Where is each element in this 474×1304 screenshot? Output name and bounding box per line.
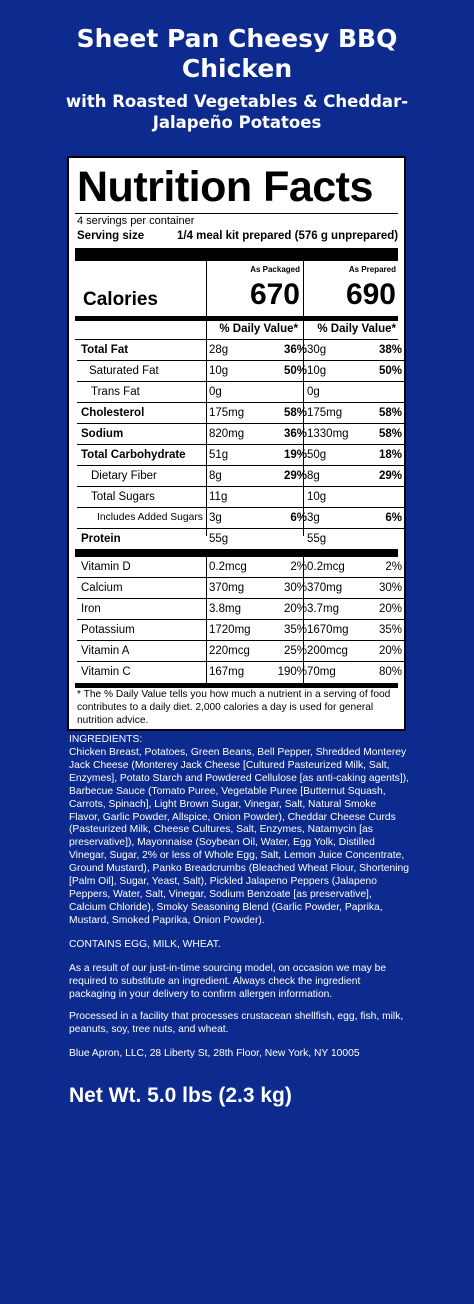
divider — [75, 213, 398, 214]
dv-packaged: 19% — [283, 449, 307, 461]
amount-prepared: 0g — [307, 386, 320, 398]
amount-prepared: 1670mg — [307, 624, 349, 636]
amount-packaged: 10g — [209, 365, 229, 377]
nutrient-name: Iron — [81, 603, 101, 615]
product-title-line-2: Chicken — [181, 54, 293, 83]
dv-packaged: 29% — [283, 470, 307, 482]
amount-packaged: 1720mg — [209, 624, 251, 636]
serving-size-label: Serving size — [77, 230, 145, 242]
ingredients-heading: INGREDIENTS: — [69, 734, 143, 745]
amount-prepared: 70mg — [307, 666, 336, 678]
amount-packaged: 8g — [209, 470, 222, 482]
amount-prepared: 3g — [307, 512, 320, 524]
dv-packaged: 58% — [283, 407, 307, 419]
dv-prepared: 58% — [378, 407, 402, 419]
nutrient-name: Trans Fat — [91, 386, 140, 398]
calories-as-packaged: 670 — [249, 278, 300, 311]
nutrient-row-saturated-fat — [77, 361, 404, 382]
amount-prepared: 370mg — [307, 582, 343, 594]
nutrient-row-cholesterol — [77, 403, 404, 424]
dv-packaged: 2% — [290, 561, 307, 573]
nutrient-name: Vitamin C — [81, 666, 131, 678]
sourcing-notice: As a result of our just-in-time sourcing model, on occasion we may be required to substitute an ingredient. Always check the ingredient packaging in your delivery to confirm allergen information. — [69, 963, 387, 1000]
nutrient-name: Total Carbohydrate — [81, 449, 186, 461]
nutrient-name: Total Sugars — [91, 491, 155, 503]
facility-statement: Processed in a facility that processes crustacean shellfish, egg, fish, milk, peanuts, soy, tree nuts, and wheat. — [69, 1011, 404, 1035]
amount-packaged: 820mg — [209, 428, 245, 440]
ingredients-list: Chicken Breast, Potatoes, Green Beans, Bell Pepper, Shredded Monterey Jack Cheese (Monterey Jack Cheese [Cultured Pasteurized Milk, Salt, Enzymes], Potato Starch and Powdered Cellulose [as anti-caking agents]), Barbecue Sauce (Tomato Puree, Vegetable Puree [Butternut Squash, Carrots, Spinach], Light Brown Sugar, Vinegar, Salt, Natural Smoke Flavor, Garlic Powder, Allspice, Onion Powder), Cheddar Cheese Curds (Pasteurized Milk, Cheese Cultures, Salt, Enzymes, Natamycin [as preservative]), Mayonnaise (Soybean Oil, Water, Egg Yolk, Distilled Vinegar, Sugar, 2% or less of Whole Egg, Salt, Lemon Juice Concentrate, Ground Mustard), Panko Breadcrumbs (Bleached Wheat Flour, Shortening [Palm Oil], Sugar, Yeast, Salt), Pickled Jalapeno Peppers (Jalapeno Peppers, Water, Salt, Vinegar, Sodium Benzoate [as preservative], Calcium Chloride), Smoky Seasoning Blend (Garlic Powder, Paprika, Mustard, Smoked Paprika, Onion Powder). — [69, 747, 409, 926]
product-subtitle — [0, 91, 474, 133]
product-subtitle-line-2: Jalapeño Potatoes — [152, 113, 322, 132]
amount-packaged: 220mcg — [209, 645, 250, 657]
medium-divider — [75, 316, 398, 321]
as-packaged-heading: As Packaged — [250, 265, 300, 274]
vitamin-row-vitamin-d — [77, 557, 404, 578]
amount-packaged: 175mg — [209, 407, 245, 419]
vitamin-row-potassium — [77, 620, 404, 641]
dv-packaged: 25% — [283, 645, 307, 657]
dv-prepared: 20% — [378, 645, 402, 657]
daily-value-heading-packaged: % Daily Value* — [219, 323, 298, 335]
amount-packaged: 3g — [209, 512, 222, 524]
dv-prepared: 58% — [378, 428, 402, 440]
amount-packaged: 370mg — [209, 582, 245, 594]
thick-divider — [75, 248, 398, 261]
nutrient-name: Calcium — [81, 582, 123, 594]
vitamin-row-iron — [77, 599, 404, 620]
nutrient-row-total-carbohydrate — [77, 445, 404, 466]
amount-prepared: 50g — [307, 449, 327, 461]
nutrient-row-added-sugars — [77, 508, 404, 529]
dv-packaged: 50% — [283, 365, 307, 377]
amount-packaged: 3.8mg — [209, 603, 241, 615]
calories-label: Calories — [83, 289, 158, 310]
nutrient-row-trans-fat — [77, 382, 404, 403]
amount-prepared: 1330mg — [307, 428, 349, 440]
dv-packaged: 30% — [283, 582, 307, 594]
calories-as-prepared: 690 — [345, 278, 396, 311]
amount-prepared: 30g — [307, 344, 327, 356]
nutrient-name: Potassium — [81, 624, 135, 636]
dv-prepared: 29% — [378, 470, 402, 482]
amount-packaged: 55g — [209, 533, 229, 545]
amount-packaged: 11g — [209, 491, 228, 503]
dv-prepared: 2% — [385, 561, 402, 573]
vitamin-row-calcium — [77, 578, 404, 599]
as-prepared-heading: As Prepared — [348, 265, 396, 274]
dv-prepared: 20% — [378, 603, 402, 615]
dv-packaged: 35% — [283, 624, 307, 636]
nutrient-name: Vitamin A — [81, 645, 130, 657]
amount-prepared: 10g — [307, 365, 327, 377]
nutrient-name: Cholesterol — [81, 407, 145, 419]
dv-prepared: 50% — [378, 365, 402, 377]
amount-packaged: 167mg — [209, 666, 245, 678]
nutrient-name: Saturated Fat — [89, 365, 159, 377]
serving-size-value: 1/4 meal kit prepared (576 g unprepared) — [177, 230, 399, 242]
daily-value-heading-prepared: % Daily Value* — [317, 323, 396, 335]
dv-prepared: 6% — [385, 512, 402, 524]
dv-packaged: 190% — [277, 666, 307, 678]
product-title — [0, 24, 474, 84]
dv-packaged: 6% — [290, 512, 307, 524]
vitamin-row-vitamin-c — [77, 662, 404, 683]
dv-prepared: 18% — [378, 449, 402, 461]
nutrient-name: Total Fat — [81, 344, 129, 356]
product-title-line-1: Sheet Pan Cheesy BBQ — [76, 24, 398, 53]
amount-prepared: 3.7mg — [307, 603, 339, 615]
amount-packaged: 0.2mcg — [209, 561, 247, 573]
nutrient-row-sodium — [77, 424, 404, 445]
nutrient-row-protein — [77, 529, 404, 550]
amount-prepared: 55g — [307, 533, 327, 545]
thick-divider — [75, 549, 398, 557]
amount-prepared: 0.2mcg — [307, 561, 345, 573]
nutrient-name: Protein — [81, 533, 121, 545]
dv-prepared: 38% — [378, 344, 402, 356]
vitamin-row-vitamin-a — [77, 641, 404, 662]
amount-prepared: 10g — [307, 491, 327, 503]
nutrition-facts-heading: Nutrition Facts — [77, 163, 373, 211]
product-subtitle-line-1: with Roasted Vegetables & Cheddar- — [65, 92, 409, 111]
net-weight: Net Wt. 5.0 lbs (2.3 kg) — [69, 1084, 292, 1107]
amount-prepared: 8g — [307, 470, 320, 482]
dv-packaged: 36% — [283, 428, 307, 440]
allergen-statement: CONTAINS EGG, MILK, WHEAT. — [69, 939, 221, 950]
nutrient-row-dietary-fiber — [77, 466, 404, 487]
amount-packaged: 28g — [209, 344, 229, 356]
amount-packaged: 0g — [209, 386, 222, 398]
dv-prepared: 35% — [378, 624, 402, 636]
amount-prepared: 175mg — [307, 407, 343, 419]
nutrient-name: Includes Added Sugars — [97, 512, 203, 523]
dv-packaged: 20% — [283, 603, 307, 615]
amount-prepared: 200mcg — [307, 645, 348, 657]
company-address: Blue Apron, LLC, 28 Liberty St, 28th Floor, New York, NY 10005 — [69, 1048, 360, 1059]
nutrient-name: Vitamin D — [81, 561, 131, 573]
dv-packaged: 36% — [283, 344, 307, 356]
dv-prepared: 30% — [378, 582, 402, 594]
nutrient-row-total-fat — [77, 340, 404, 361]
nutrition-facts-label — [67, 156, 406, 731]
nutrient-name: Sodium — [81, 428, 124, 440]
servings-per-container: 4 servings per container — [77, 215, 195, 227]
daily-value-footnote: * The % Daily Value tells you how much a nutrient in a serving of food contributes to a daily diet. 2,000 calories a day is used for general nutrition advice. — [77, 689, 391, 726]
amount-packaged: 51g — [209, 449, 229, 461]
nutrient-row-total-sugars — [77, 487, 404, 508]
dv-prepared: 80% — [378, 666, 402, 678]
nutrient-name: Dietary Fiber — [91, 470, 157, 482]
